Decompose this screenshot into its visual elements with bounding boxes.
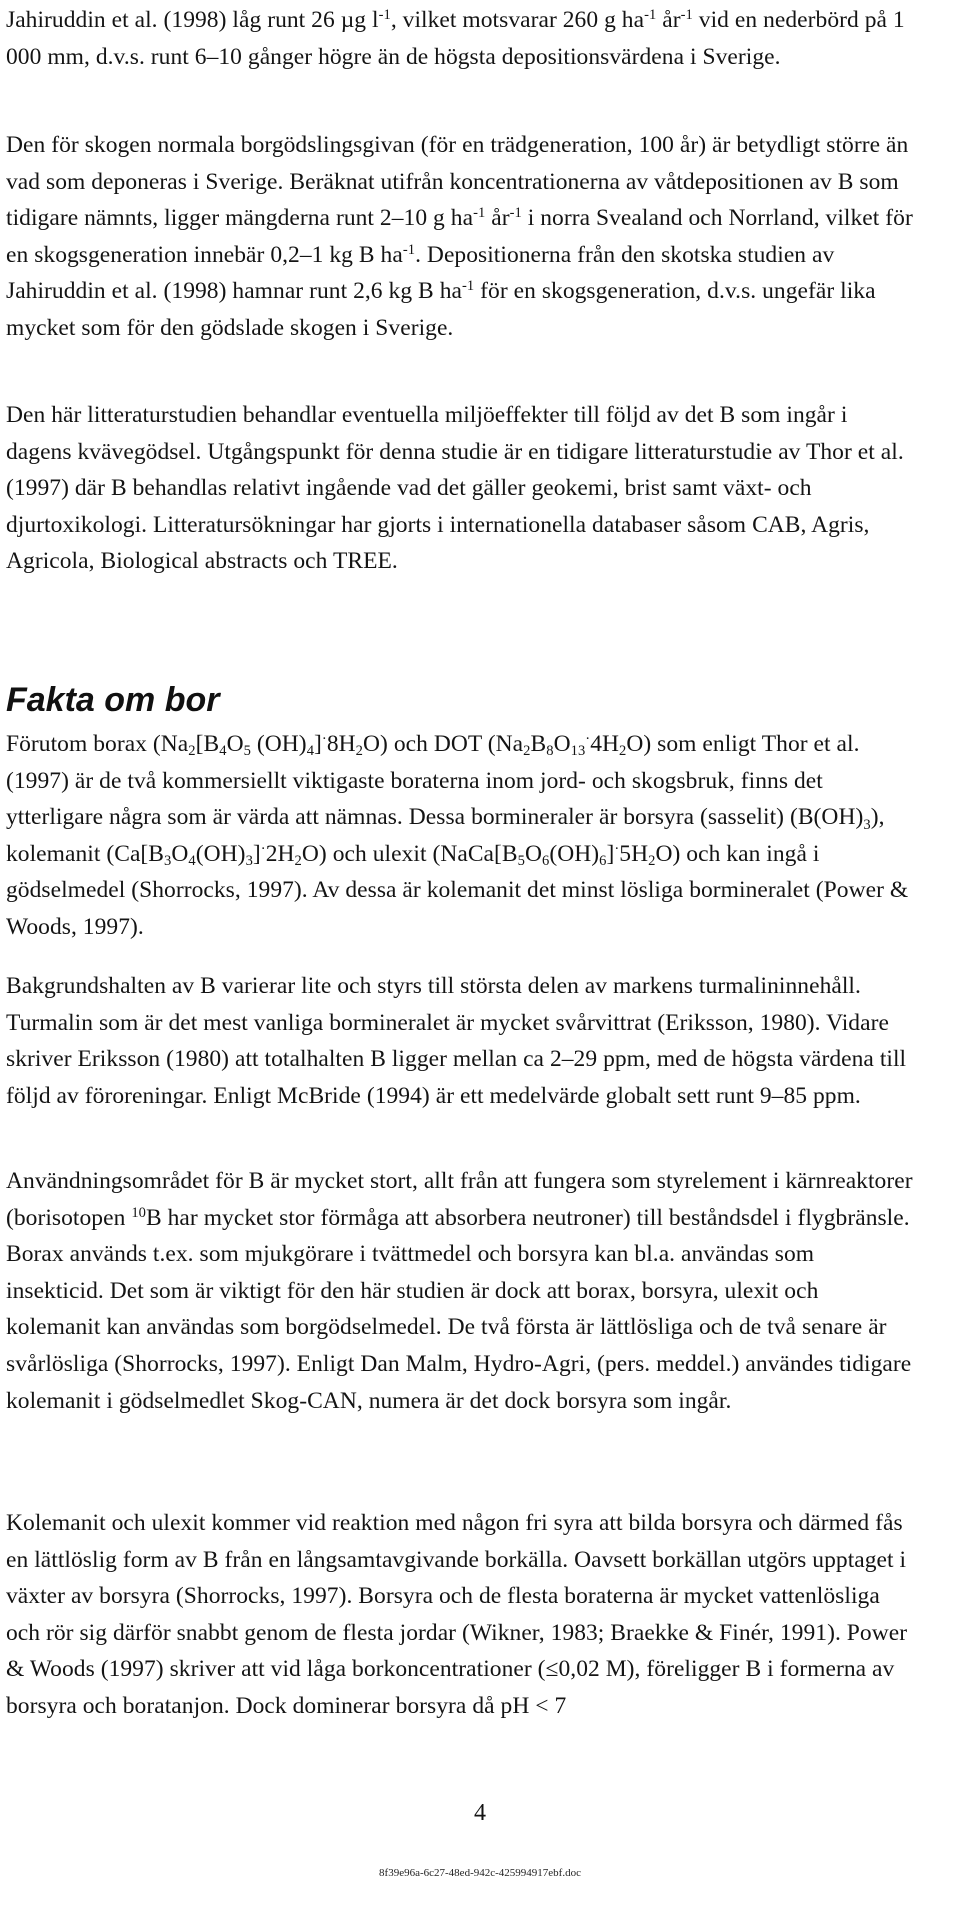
paragraph-boron-minerals: Förutom borax ($Na_2[B_4O_5$ $(OH)_4]^\cdot 8H_2O$) och DOT $(Na_2B_8O_{13}^\cdot 4H_2O)$ som enligt Thor et al. (1997) är de två kommersiellt viktigaste boraterna inom jord- och skogsbruk, finns det ytterligare några som är värda att nämnas. Dessa bormineraler är borsyra (sasselit) $(B(OH)_3)$, kolemanit $(Ca[B_3O_4(OH)_3]^\cdot 2H_2O)$ och ulexit $(NaCa[B_5O_6(OH)_6]^\cdot 5H_2O)$ och kan ingå i gödselmedel (Shorrocks, 1997). Av dessa är kolemanit det minst lösliga bormineralet (Power & Woods, 1997). <box>6 731 909 940</box>
paragraph-fertilization-dose: Den för skogen normala borgödslingsgivan (för en trädgeneration, 100 år) är betydligt större än vad som deponeras i Sverige. Beräknat utifrån koncentrationerna av våtdepositionen av B som tidigare nämnts, ligger mängderna runt 2–10 g $ha^{-1}$ $år^{-1}$ i norra Svealand och Norrland, vilket för en skogsgeneration innebär 0,2–1 kg B $ha^{-1}$. Depositionerna från den skotska studien av Jahiruddin et al. (1998) hamnar runt 2,6 kg B $ha^{-1}$ för en skogsgeneration, d.v.s. ungefär lika mycket som för den gödslade skogen i Sverige. <box>6 132 913 341</box>
section-heading: Fakta om bor <box>6 681 220 719</box>
paragraph-deposition-levels: Jahiruddin et al. (1998) låg runt 26 µg $l^{-1}$, vilket motsvarar 260 g $ha^{-1}$ $år^{-1}$ vid en nederbörd på 1 000 mm, d.v.s. runt 6–10 gånger högre än de högsta depositionsvärdena i Sverige. <box>6 7 905 70</box>
paragraph-study-scope: Den här litteraturstudien behandlar eventuella miljöeffekter till följd av det B som ingår i dagens kvävegödsel. Utgångspunkt för denna studie är en tidigare litteraturstudie av Thor et al. (1997) där B behandlas relativt ingående vad det gäller geokemi, brist samt växt- och djurtoxikologi. Litteratursökningar har gjorts i internationella databaser såsom CAB, Agris, Agricola, Biological abstracts och TREE. <box>6 402 904 575</box>
paragraph-background-levels: Bakgrundshalten av B varierar lite och styrs till största delen av markens turmalininnehåll. Turmalin som är det mest vanliga bormineralet är mycket svårvittrat (Eriksson, 1980). Vidare skriver Eriksson (1980) att totalhalten B ligger mellan ca 2–29 ppm, med de högsta värdena till följd av föroreningar. Enligt McBride (1994) är ett medelvärde globalt sett runt 9–85 ppm. <box>6 973 907 1109</box>
file-name-footer: 8f39e96a-6c27-48ed-942c-425994917ebf.doc <box>379 1867 581 1879</box>
page-number: 4 <box>474 1800 486 1826</box>
paragraph-boron-usage: Användningsområdet för B är mycket stort, allt från att fungera som styrelement i kärnreaktorer (borisotopen $^{10}$B har mycket stor förmåga att absorbera neutroner) till beståndsdel i flygbränsle. Borax används t.ex. som mjukgörare i tvättmedel och borsyra kan bl.a. användas som insekticid. Det som är viktigt för den här studien är dock att borax, borsyra, ulexit och kolemanit kan användas som borgödselmedel. De två första är lättlösliga och de två senare är svårlösliga (Shorrocks, 1997). Enligt Dan Malm, Hydro-Agri, (pers. meddel.) användes tidigare kolemanit i gödselmedlet Skog-CAN, numera är det dock borsyra som ingår. <box>6 1168 913 1414</box>
paragraph-boric-acid: Kolemanit och ulexit kommer vid reaktion med någon fri syra att bilda borsyra och därmed fås en lättlöslig form av B från en långsamtavgivande borkälla. Oavsett borkällan utgörs upptaget i växter av borsyra (Shorrocks, 1997). Borsyra och de flesta boraterna är mycket vattenlösliga och rör sig därför snabbt genom de flesta jordar (Wikner, 1983; Braekke & Finér, 1991). Power & Woods (1997) skriver att vid låga borkoncentrationer (≤0,02 M), föreligger B i formerna av borsyra och boratanjon. Dock dominerar borsyra då pH < 7 <box>6 1510 908 1719</box>
